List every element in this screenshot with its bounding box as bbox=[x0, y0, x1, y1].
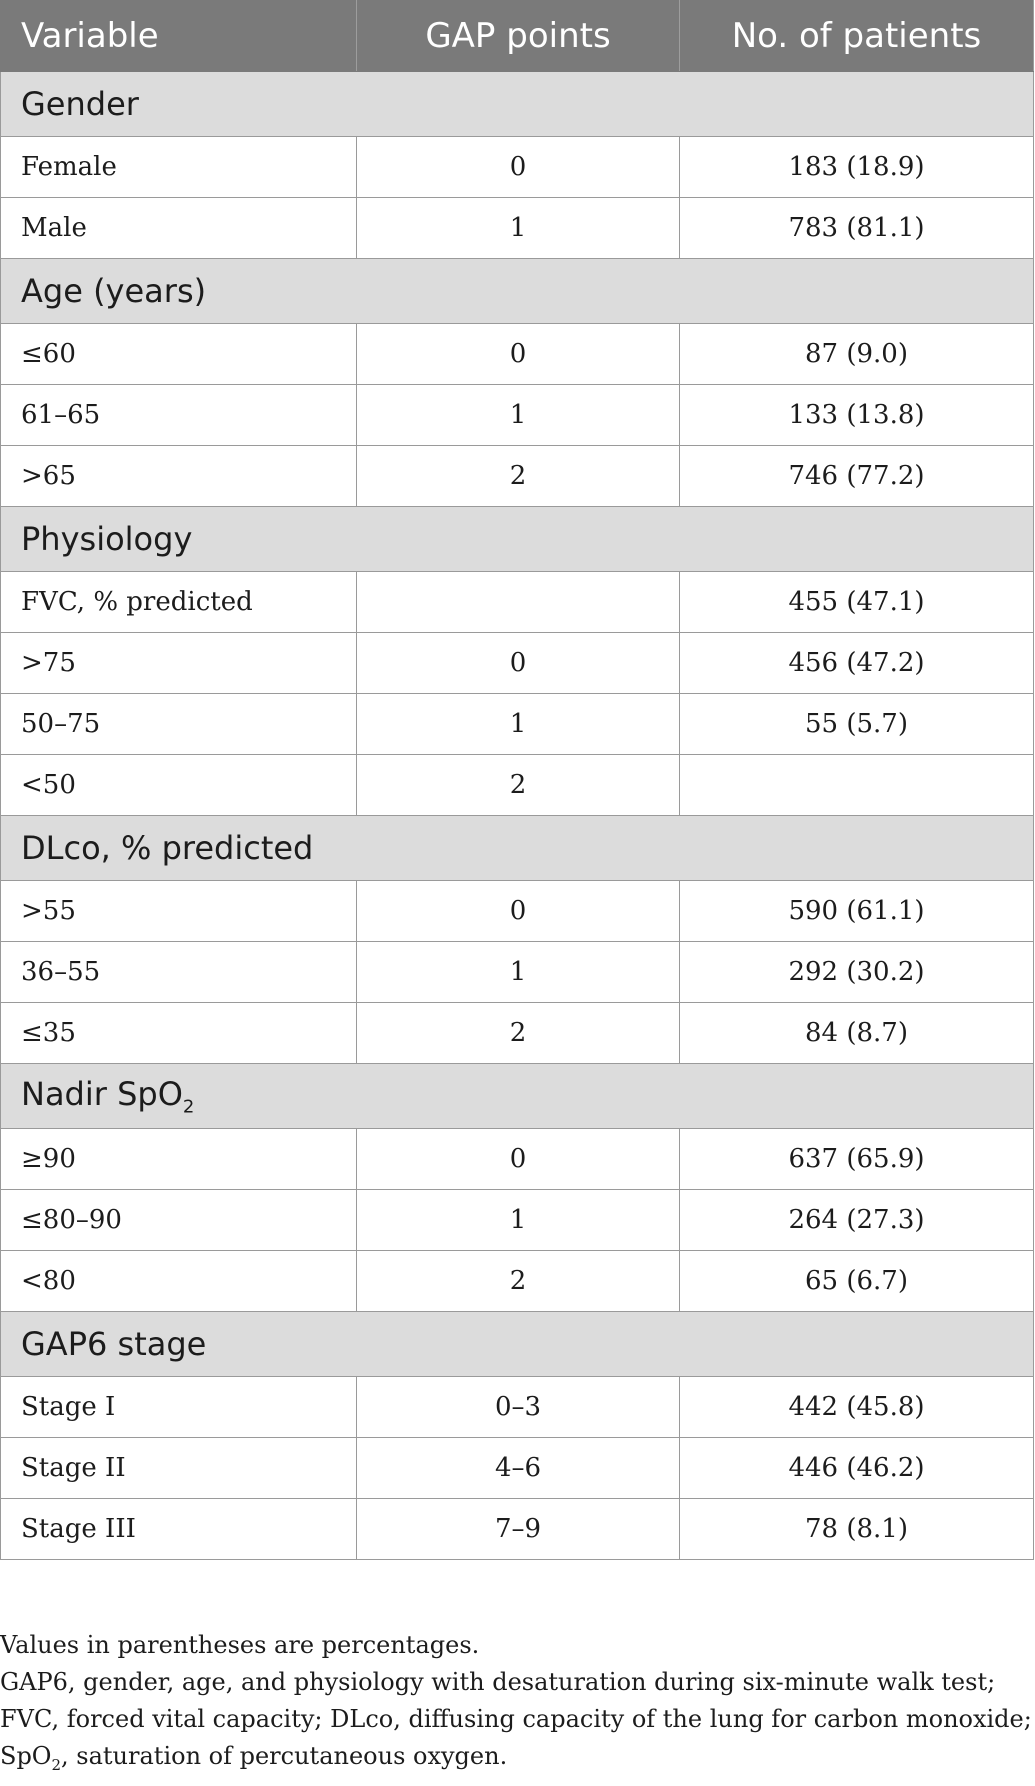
row-patients: 446 (46.2) bbox=[680, 1438, 1034, 1499]
footnote-line-1: Values in parentheses are percentages. bbox=[0, 1631, 480, 1659]
row-label: 36–55 bbox=[1, 942, 357, 1003]
row-patients: 783 (81.1) bbox=[680, 198, 1034, 259]
row-label: ≤80–90 bbox=[1, 1190, 357, 1251]
section-row-age bbox=[1, 259, 1034, 324]
row-patients: 442 (45.8) bbox=[680, 1377, 1034, 1438]
table-header-row bbox=[1, 1, 1034, 72]
row-label: Stage I bbox=[1, 1377, 357, 1438]
table-row bbox=[1, 137, 1034, 198]
table-row bbox=[1, 385, 1034, 446]
table-row bbox=[1, 1129, 1034, 1190]
row-points: 2 bbox=[357, 446, 680, 507]
section-row-physiology bbox=[1, 507, 1034, 572]
table-row bbox=[1, 942, 1034, 1003]
table-row bbox=[1, 572, 1034, 633]
footnote-subscript: 2 bbox=[51, 1755, 62, 1774]
row-patients: 264 (27.3) bbox=[680, 1190, 1034, 1251]
row-points: 1 bbox=[357, 198, 680, 259]
row-patients: 746 (77.2) bbox=[680, 446, 1034, 507]
table-row bbox=[1, 633, 1034, 694]
row-label: FVC, % predicted bbox=[1, 572, 357, 633]
row-points: 0 bbox=[357, 881, 680, 942]
row-points bbox=[357, 572, 680, 633]
footnote-abbrev-tail: , saturation of percutaneous oxygen. bbox=[61, 1742, 508, 1770]
row-label: ≤35 bbox=[1, 1003, 357, 1064]
row-points: 2 bbox=[357, 755, 680, 816]
row-patients: 133 (13.8) bbox=[680, 385, 1034, 446]
row-points: 1 bbox=[357, 1190, 680, 1251]
table-row bbox=[1, 1003, 1034, 1064]
section-row-dlco bbox=[1, 816, 1034, 881]
row-patients: 84 (8.7) bbox=[680, 1003, 1034, 1064]
row-label: >65 bbox=[1, 446, 357, 507]
row-points: 1 bbox=[357, 385, 680, 446]
table-row bbox=[1, 1251, 1034, 1312]
row-points: 2 bbox=[357, 1251, 680, 1312]
table-row bbox=[1, 198, 1034, 259]
row-points: 1 bbox=[357, 694, 680, 755]
section-title: Gender bbox=[1, 72, 1034, 137]
row-label: >55 bbox=[1, 881, 357, 942]
section-row-nadir-spo2 bbox=[1, 1064, 1034, 1129]
table-row bbox=[1, 1499, 1034, 1560]
row-patients: 590 (61.1) bbox=[680, 881, 1034, 942]
row-points: 0 bbox=[357, 633, 680, 694]
table-row bbox=[1, 1190, 1034, 1251]
table-footnote bbox=[0, 1627, 1035, 1784]
row-label: <50 bbox=[1, 755, 357, 816]
row-label: <80 bbox=[1, 1251, 357, 1312]
table-row bbox=[1, 446, 1034, 507]
row-points: 0 bbox=[357, 137, 680, 198]
row-patients: 78 (8.1) bbox=[680, 1499, 1034, 1560]
row-label: Stage II bbox=[1, 1438, 357, 1499]
row-label: 61–65 bbox=[1, 385, 357, 446]
table-row bbox=[1, 1377, 1034, 1438]
row-points: 0 bbox=[357, 324, 680, 385]
row-label: 50–75 bbox=[1, 694, 357, 755]
header-gap-points: GAP points bbox=[357, 1, 680, 72]
table-row bbox=[1, 1438, 1034, 1499]
row-points: 1 bbox=[357, 942, 680, 1003]
row-points: 0 bbox=[357, 1129, 680, 1190]
row-points: 7–9 bbox=[357, 1499, 680, 1560]
row-points: 4–6 bbox=[357, 1438, 680, 1499]
row-patients: 55 (5.7) bbox=[680, 694, 1034, 755]
row-patients: 65 (6.7) bbox=[680, 1251, 1034, 1312]
table-row bbox=[1, 324, 1034, 385]
section-title: GAP6 stage bbox=[1, 1312, 1034, 1377]
section-row-gender bbox=[1, 72, 1034, 137]
row-patients: 637 (65.9) bbox=[680, 1129, 1034, 1190]
section-title-subscript: 2 bbox=[182, 1096, 195, 1118]
footnote-abbrev-text: GAP6, gender, age, and physiology with desaturation during six-minute walk test; FVC, forced vital capacity; DLco, diffusing capacity of the lung for carbon monoxide; SpO bbox=[0, 1668, 1032, 1770]
row-patients bbox=[680, 755, 1034, 816]
row-points: 0–3 bbox=[357, 1377, 680, 1438]
section-title: DLco, % predicted bbox=[1, 816, 1034, 881]
table-row bbox=[1, 755, 1034, 816]
row-patients: 87 (9.0) bbox=[680, 324, 1034, 385]
row-label: ≤60 bbox=[1, 324, 357, 385]
table-row bbox=[1, 881, 1034, 942]
row-label: Stage III bbox=[1, 1499, 357, 1560]
row-patients: 455 (47.1) bbox=[680, 572, 1034, 633]
row-patients: 183 (18.9) bbox=[680, 137, 1034, 198]
row-label: ≥90 bbox=[1, 1129, 357, 1190]
table-row bbox=[1, 694, 1034, 755]
footnote-line-2 bbox=[0, 1664, 1035, 1784]
row-label: Female bbox=[1, 137, 357, 198]
row-patients: 292 (30.2) bbox=[680, 942, 1034, 1003]
header-no-of-patients: No. of patients bbox=[680, 1, 1034, 72]
row-points: 2 bbox=[357, 1003, 680, 1064]
section-title: Physiology bbox=[1, 507, 1034, 572]
section-row-gap6-stage bbox=[1, 1312, 1034, 1377]
section-title bbox=[1, 1064, 1034, 1129]
section-title: Age (years) bbox=[1, 259, 1034, 324]
row-label: >75 bbox=[1, 633, 357, 694]
row-patients: 456 (47.2) bbox=[680, 633, 1034, 694]
section-title-text: Nadir SpO bbox=[21, 1074, 183, 1113]
header-variable: Variable bbox=[1, 1, 357, 72]
row-label: Male bbox=[1, 198, 357, 259]
